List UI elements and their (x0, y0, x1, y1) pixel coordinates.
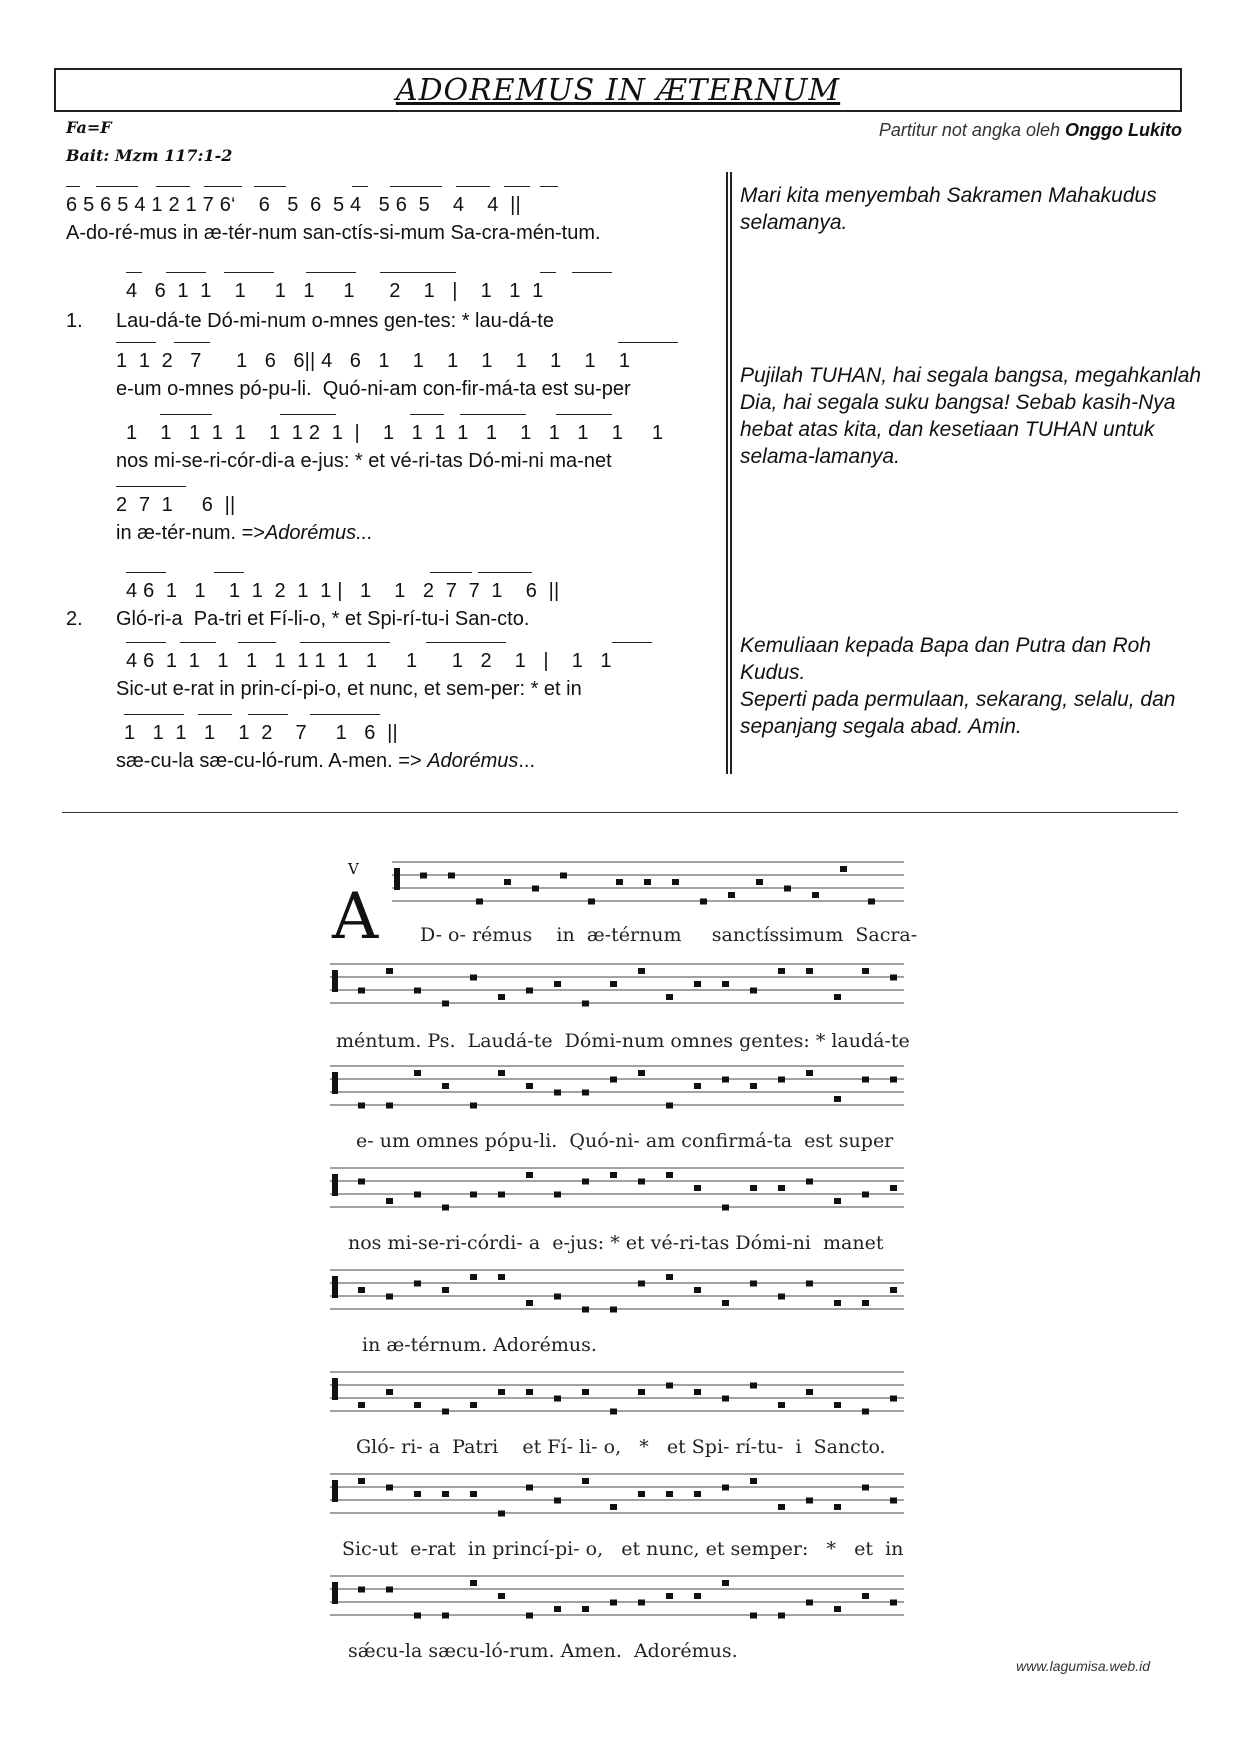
verse2-notes-3: 1 1 1 1 1 2 7 1 6 || (124, 722, 398, 744)
chant-note (812, 892, 819, 898)
chant-note (470, 1274, 477, 1280)
chant-text-1: D- o- rémus in æ-térnum sanctíssimum Sacra- (420, 924, 918, 946)
clef (332, 1276, 338, 1298)
chant-note (778, 1504, 785, 1510)
chant-note (526, 1485, 533, 1491)
chant-note (476, 899, 483, 905)
chant-note (470, 975, 477, 981)
chant-note (666, 1274, 673, 1280)
chant-note (610, 1504, 617, 1510)
verse1-notes-4: 2 7 1 6 || (116, 494, 236, 516)
chant-note (554, 981, 561, 987)
chant-note (582, 1001, 589, 1007)
chant-note (442, 1491, 449, 1497)
chant-note (610, 1172, 617, 1178)
chant-note (666, 1103, 673, 1109)
chant-note (694, 1083, 701, 1089)
chant-note (554, 1396, 561, 1402)
chant-note (442, 1287, 449, 1293)
credit-prefix: Partitur not angka oleh (878, 120, 1066, 140)
chant-note (358, 1179, 365, 1185)
chant-note (750, 1083, 757, 1089)
chant-note (666, 1172, 673, 1178)
chant-note (582, 1179, 589, 1185)
chant-note (694, 1185, 701, 1191)
chant-note (862, 968, 869, 974)
chant-note (638, 1179, 645, 1185)
chant-note (834, 1402, 841, 1408)
chant-note (638, 968, 645, 974)
adoremus-link-2: Adorémus (427, 750, 519, 772)
chant-note (442, 1205, 449, 1211)
chant-note (778, 1613, 785, 1619)
verse1-lyric-3: nos mi-se-ri-cór-di-a e-jus: * et vé-ri-tas Dó-mi-ni ma-net (116, 450, 612, 472)
chant-note (526, 1300, 533, 1306)
chant-note (722, 981, 729, 987)
chant-note (386, 1587, 393, 1593)
chant-note (386, 1198, 393, 1204)
chant-note (498, 1192, 505, 1198)
chant-note (526, 1613, 533, 1619)
chant-note (560, 873, 567, 879)
verse2-notes-1: 4 6 1 1 1 1 2 1 1 | 1 1 2 7 7 1 6 || (126, 580, 560, 602)
verse1-notes-3: 1 1 1 1 1 1 1 2 1 | 1 1 1 1 1 1 1 1 1 1 (126, 422, 664, 444)
chant-note (610, 981, 617, 987)
chant-note (806, 1498, 813, 1504)
chant-text-6: Gló- ri- a Patri et Fí- li- o, * et Spi- rí-tu- i Sancto. (356, 1436, 886, 1458)
chant-note (750, 1281, 757, 1287)
chant-note (582, 1478, 589, 1484)
chant-note (806, 1281, 813, 1287)
chant-note (470, 1103, 477, 1109)
translation-verse2-a: Kemuliaan kepada Bapa dan Putra dan Roh Kudus. (740, 634, 1151, 684)
chant-note (722, 1396, 729, 1402)
chant-note (834, 1606, 841, 1612)
chant-note (470, 1192, 477, 1198)
chant-note (890, 975, 897, 981)
chant-note (582, 1090, 589, 1096)
verse1-notes-2: 1 1 2 7 1 6 6|| 4 6 1 1 1 1 1 1 1 1 (116, 350, 631, 372)
website: www.lagumisa.web.id (1016, 1658, 1150, 1674)
chant-note (638, 1070, 645, 1076)
chant-note (890, 1185, 897, 1191)
chant-note (554, 1192, 561, 1198)
chant-note (862, 1485, 869, 1491)
translation-refrain: Mari kita menyembah Sakramen Mahakudus selamanya. (740, 184, 1157, 234)
chant-note (722, 1077, 729, 1083)
chant-note (414, 1613, 421, 1619)
chant-note (358, 1103, 365, 1109)
chant-note (756, 879, 763, 885)
chant-note (414, 988, 421, 994)
chant-note (498, 1070, 505, 1076)
chant-note (862, 1077, 869, 1083)
chant-note (582, 1606, 589, 1612)
chant-note (414, 1192, 421, 1198)
chant-note (414, 1491, 421, 1497)
chant-note (554, 1606, 561, 1612)
chant-note (554, 1294, 561, 1300)
chant-note (840, 866, 847, 872)
chant-note (834, 1504, 841, 1510)
chant-note (504, 879, 511, 885)
refrain-lyric: A-do-ré-mus in æ-tér-num san-ctís-si-mum Sa-cra-mén-tum. (66, 222, 601, 244)
chant-note (700, 899, 707, 905)
verse1-notes-1: 4 6 1 1 1 1 1 1 2 1 | 1 1 1 (126, 280, 544, 302)
key-signature: Fa=F (66, 118, 112, 137)
chant-text-8: sǽcu-la sæcu-ló-rum. Amen. Adorémus. (348, 1640, 738, 1662)
page-title: ADOREMUS IN ÆTERNUM (395, 72, 841, 108)
chant-note (610, 1307, 617, 1313)
chant-note (386, 1294, 393, 1300)
chant-note (414, 1070, 421, 1076)
verse2-number: 2. (66, 608, 83, 630)
chant-note (386, 1103, 393, 1109)
chant-note (610, 1600, 617, 1606)
chant-note (778, 1185, 785, 1191)
chant-note (694, 1287, 701, 1293)
chant-note (694, 1389, 701, 1395)
chant-note (420, 873, 427, 879)
chant-note (806, 1070, 813, 1076)
chant-note (638, 1600, 645, 1606)
chant-note (722, 1300, 729, 1306)
chant-note (386, 968, 393, 974)
verse1-lyric-2: e-um o-mnes pó-pu-li. Quó-ni-am con-fir-má-ta est su-per (116, 378, 631, 400)
chant-note (862, 1593, 869, 1599)
chant-note (526, 1172, 533, 1178)
verse-reference: Bait: Mzm 117:1-2 (66, 146, 233, 165)
chant-note (666, 1491, 673, 1497)
credit-author: Onggo Lukito (1065, 120, 1182, 140)
chant-note (526, 1389, 533, 1395)
chant-note (778, 968, 785, 974)
chant-note (666, 994, 673, 1000)
chant-note (358, 1587, 365, 1593)
chant-note (498, 1389, 505, 1395)
chant-note (806, 1600, 813, 1606)
clef (332, 1582, 338, 1604)
chant-note (862, 1409, 869, 1415)
verse2-lyric-3-plain: sæ-cu-la sæ-cu-ló-rum. A-men. => (116, 750, 428, 772)
chant-note (442, 1083, 449, 1089)
chant-note (862, 1192, 869, 1198)
chant-note (498, 1274, 505, 1280)
clef (332, 970, 338, 992)
chant-mode: V (348, 860, 359, 878)
chant-note (470, 1402, 477, 1408)
chant-note (834, 1096, 841, 1102)
clef (332, 1480, 338, 1502)
chant-note (358, 1287, 365, 1293)
chant-note (806, 1179, 813, 1185)
verse1-lyric-1: Lau-dá-te Dó-mi-num o-mnes gen-tes: * lau-dá-te (116, 310, 554, 332)
verse2-notes-2: 4 6 1 1 1 1 1 1 1 1 1 1 1 2 1 | 1 1 (126, 650, 612, 672)
chant-note (834, 1198, 841, 1204)
chant-note (582, 1389, 589, 1395)
chant-note (750, 988, 757, 994)
verse2-lyric-2: Sic-ut e-rat in prin-cí-pi-o, et nunc, et sem-per: * et in (116, 678, 582, 700)
chant-note (638, 1389, 645, 1395)
clef (394, 868, 400, 890)
chant-note (750, 1383, 757, 1389)
chant-note (526, 988, 533, 994)
chant-note (834, 994, 841, 1000)
chant-note (358, 1402, 365, 1408)
chant-note (694, 981, 701, 987)
chant-note (526, 1083, 533, 1089)
chant-note (414, 1281, 421, 1287)
chant-note (784, 886, 791, 892)
clef (332, 1174, 338, 1196)
chant-note (386, 1389, 393, 1395)
chant-note (610, 1409, 617, 1415)
chant-note (386, 1485, 393, 1491)
chant-note (498, 994, 505, 1000)
verse1-number: 1. (66, 310, 83, 332)
chant-note (722, 1580, 729, 1586)
chant-note (890, 1498, 897, 1504)
chant-note (750, 1613, 757, 1619)
chant-text-5: in æ-térnum. Adorémus. (362, 1334, 597, 1356)
chant-note (750, 1185, 757, 1191)
chant-note (616, 879, 623, 885)
chant-note (672, 879, 679, 885)
chant-note (890, 1396, 897, 1402)
chant-note (582, 1307, 589, 1313)
verse2-lyric-1: Gló-ri-a Pa-tri et Fí-li-o, * et Spi-rí-tu-i San-cto. (116, 608, 530, 630)
chant-note (778, 1402, 785, 1408)
chant-text-7: Sic-ut e-rat in princí-pi- o, et nunc, et semper: * et in (342, 1538, 904, 1560)
verse2-lyric-3-end: ... (518, 750, 536, 772)
chant-note (448, 873, 455, 879)
chant-note (358, 1478, 365, 1484)
chant-note (694, 1491, 701, 1497)
chant-note (778, 1077, 785, 1083)
chant-note (442, 1613, 449, 1619)
adoremus-link: Adorémus... (264, 522, 373, 544)
chant-text-4: nos mi-se-ri-córdi- a e-jus: * et vé-ri-tas Dómi-ni manet (348, 1232, 884, 1254)
chant-note (890, 1287, 897, 1293)
chant-note (638, 1491, 645, 1497)
chant-note (834, 1300, 841, 1306)
chant-note (890, 1600, 897, 1606)
chant-note (806, 1389, 813, 1395)
chant-note (868, 899, 875, 905)
chant-note (728, 892, 735, 898)
chant-note (442, 1001, 449, 1007)
chant-note (470, 1580, 477, 1586)
clef (332, 1072, 338, 1094)
chant-note (610, 1077, 617, 1083)
chant-text-2: méntum. Ps. Laudá-te Dómi-num omnes gentes: * laudá-te (336, 1030, 910, 1052)
chant-note (778, 1294, 785, 1300)
chant-text-3: e- um omnes pópu-li. Quó-ni- am confirmá-ta est super (356, 1130, 894, 1152)
chant-note (644, 879, 651, 885)
chant-note (638, 1281, 645, 1287)
translation-verse2-b: Seperti pada permulaan, sekarang, selalu, dan sepanjang segala abad. Amin. (740, 688, 1176, 738)
chant-note (722, 1485, 729, 1491)
clef (332, 1378, 338, 1400)
chant-note (666, 1593, 673, 1599)
verse1-lyric-4-plain: in æ-tér-num. => (116, 522, 265, 544)
chant-note (694, 1593, 701, 1599)
refrain-notes: 6 5 6 5 4 1 2 1 7 6‘ 6 5 6 5 4 5 6 5 4 4 || (66, 194, 521, 216)
chant-note (588, 899, 595, 905)
chant-note (722, 1205, 729, 1211)
chant-note (750, 1478, 757, 1484)
chant-note (890, 1077, 897, 1083)
chant-note (554, 1498, 561, 1504)
chant-note (498, 1511, 505, 1517)
chant-note (498, 1593, 505, 1599)
chant-note (532, 886, 539, 892)
chant-note (358, 988, 365, 994)
chant-note (470, 1491, 477, 1497)
translation-verse1: Pujilah TUHAN, hai segala bangsa, megahkanlah Dia, hai segala suku bangsa! Sebab kasih-Nya hebat atas kita, dan kesetiaan TUHAN untuk selama-lamanya. (740, 364, 1202, 468)
chant-note (806, 968, 813, 974)
chant-note (862, 1300, 869, 1306)
chant-initial: A (332, 880, 379, 954)
chant-note (442, 1409, 449, 1415)
chant-note (554, 1090, 561, 1096)
chant-note (414, 1402, 421, 1408)
chant-note (666, 1383, 673, 1389)
